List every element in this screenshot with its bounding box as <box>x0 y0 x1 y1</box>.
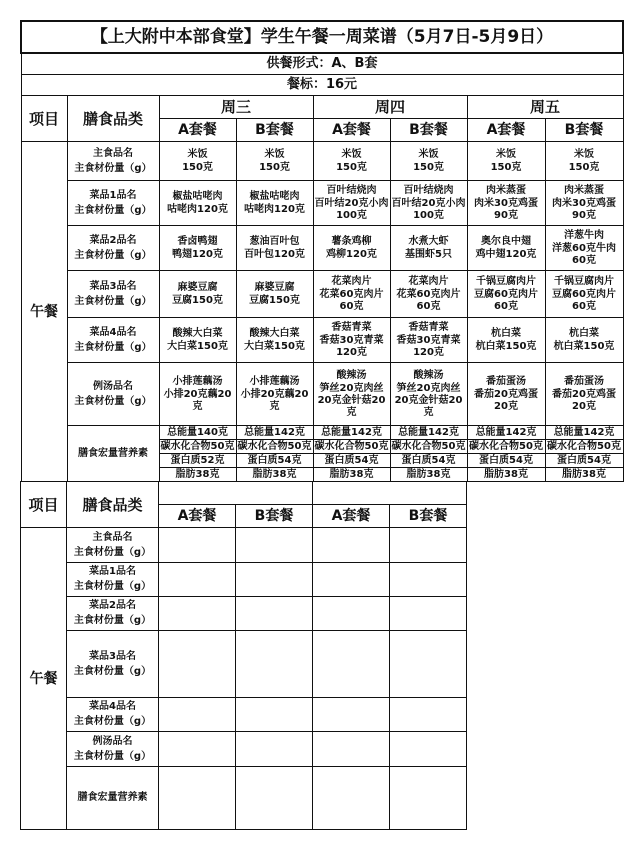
row-label <box>67 142 159 181</box>
dish-portion: 豆腐60克肉片60克 <box>552 288 616 312</box>
dish-portion: 咕咾肉120克 <box>244 203 305 215</box>
nutrition-value: 碳水化合物50克 <box>391 441 466 452</box>
supply-form: 供餐形式：A、B套 <box>21 53 623 75</box>
dish-portion: 花菜60克肉片60克 <box>319 288 384 312</box>
dish-portion: 杭白菜150克 <box>553 340 615 352</box>
dish-name: 麻婆豆腐 <box>254 281 295 293</box>
row-label-line: 菜品4品名 <box>89 326 137 338</box>
row-label-line: 主食材份量（g） <box>74 295 152 307</box>
nutrition-value: 蛋白质54克 <box>314 454 390 468</box>
row-label-line: 主食材份量（g） <box>73 581 152 592</box>
menu-cell <box>467 318 545 363</box>
menu-cell <box>390 181 467 226</box>
menu-cell <box>545 226 623 271</box>
nutrition-label: 膳食宏量营养素 <box>67 426 159 482</box>
nutrition-value: 蛋白质54克 <box>391 454 467 468</box>
blank-cell <box>159 597 236 631</box>
blank-cell <box>313 698 390 732</box>
blank-cell <box>313 563 390 597</box>
menu-table-top <box>20 20 624 482</box>
menu-row <box>21 363 623 426</box>
blank-row <box>21 528 467 563</box>
menu-cell <box>313 142 390 181</box>
menu-cell <box>236 181 313 226</box>
nutrition-value: 脂肪38克 <box>562 469 606 480</box>
blank-cell <box>236 698 313 732</box>
dish-portion: 花菜60克肉片60克 <box>396 288 461 312</box>
menu-cell <box>159 363 236 426</box>
dish-name: 花菜肉片 <box>331 275 372 287</box>
blank-cell <box>159 698 236 732</box>
row-label <box>67 271 159 318</box>
dish-name: 酸辣大白菜 <box>172 327 223 339</box>
row-label-line: 主食材份量（g） <box>74 162 152 174</box>
set-a-header: A套餐 <box>313 119 390 142</box>
meal-label-2: 午餐 <box>21 528 67 830</box>
dish-portion: 肉米30克鸡蛋90克 <box>474 197 538 221</box>
row-label <box>67 226 159 271</box>
dish-name: 酸辣汤 <box>413 369 444 381</box>
menu-cell <box>313 226 390 271</box>
row-label-line: 膳食宏量营养素 <box>77 792 148 803</box>
menu-cell <box>236 363 313 426</box>
nutrition-value: 总能量142克 <box>314 426 390 440</box>
dish-name: 米饭 <box>496 148 516 160</box>
row-label-line: 菜品1品名 <box>89 189 137 201</box>
nutrition-value: 碳水化合物50克 <box>547 441 621 452</box>
blank-day-header <box>159 482 313 505</box>
dish-portion: 香菇30克青菜120克 <box>396 334 461 358</box>
nutrition-cell <box>159 426 236 482</box>
nutrition-value: 脂肪38克 <box>484 469 528 480</box>
set-a-header-2: A套餐 <box>159 505 236 528</box>
dish-name: 米饭 <box>187 148 208 160</box>
dish-portion: 百叶结20克小肉100克 <box>391 197 466 221</box>
nutrition-row <box>21 426 623 482</box>
blank-cell <box>313 631 390 698</box>
nutrition-value: 脂肪38克 <box>329 469 374 480</box>
header-day-wed: 周三 <box>159 96 313 119</box>
dish-portion: 鸭翅120克 <box>172 248 223 260</box>
dish-name: 花菜肉片 <box>408 275 449 287</box>
row-label-line: 菜品1品名 <box>89 566 136 577</box>
nutrition-value: 碳水化合物50克 <box>314 441 389 452</box>
menu-row <box>21 226 623 271</box>
blank-cell <box>236 732 313 767</box>
row-label-line: 菜品2品名 <box>89 234 137 246</box>
set-a-header: A套餐 <box>159 119 236 142</box>
header-item: 项目 <box>21 96 67 142</box>
dish-portion: 百叶包120克 <box>244 248 305 260</box>
menu-cell <box>313 318 390 363</box>
dish-portion: 大白菜150克 <box>244 340 305 352</box>
dish-name: 小排莲藕汤 <box>172 375 223 387</box>
nutrition-value: 碳水化合物50克 <box>469 441 543 452</box>
header-category: 膳食品类 <box>67 96 159 142</box>
dish-name: 杭白菜 <box>569 327 599 339</box>
nutrition-value: 总能量142克 <box>546 426 623 440</box>
dish-portion: 小排20克藕20克 <box>163 388 232 412</box>
menu-cell <box>236 318 313 363</box>
nutrition-value: 脂肪38克 <box>252 469 297 480</box>
dish-portion: 豆腐60克肉片60克 <box>474 288 538 312</box>
dish-name: 香卤鸭翅 <box>177 235 218 247</box>
dish-name: 薯条鸡柳 <box>331 235 372 247</box>
menu-cell <box>390 226 467 271</box>
dish-name: 杭白菜 <box>491 327 521 339</box>
menu-cell <box>236 226 313 271</box>
row-label-2 <box>67 528 159 563</box>
nutrition-value: 蛋白质54克 <box>468 454 545 468</box>
dish-name: 酸辣汤 <box>336 369 367 381</box>
menu-row <box>21 271 623 318</box>
dish-name: 麻婆豆腐 <box>177 281 218 293</box>
nutrition-cell <box>467 426 545 482</box>
dish-portion: 洋葱60克牛肉60克 <box>552 242 616 266</box>
blank-cell <box>236 767 313 830</box>
blank-row <box>21 698 467 732</box>
dish-name: 香菇青菜 <box>331 321 372 333</box>
dish-name: 酸辣大白菜 <box>249 327 300 339</box>
row-label-2 <box>67 732 159 767</box>
blank-cell <box>313 732 390 767</box>
menu-cell <box>159 142 236 181</box>
nutrition-value: 总能量142克 <box>391 426 467 440</box>
row-label-2 <box>67 767 159 830</box>
menu-cell <box>313 181 390 226</box>
nutrition-value: 脂肪38克 <box>175 469 220 480</box>
meal-label: 午餐 <box>21 142 67 482</box>
header-day-thu: 周四 <box>313 96 467 119</box>
nutrition-value: 总能量140克 <box>160 426 236 440</box>
nutrition-value: 蛋白质54克 <box>546 454 623 468</box>
blank-row <box>21 597 467 631</box>
dish-portion: 香菇30克青菜120克 <box>319 334 384 358</box>
dish-portion: 番茄20克鸡蛋20克 <box>474 388 538 412</box>
blank-cell <box>159 767 236 830</box>
row-label-2 <box>67 631 159 698</box>
dish-portion: 150克 <box>490 161 522 173</box>
menu-cell <box>159 318 236 363</box>
dish-name: 米饭 <box>264 148 285 160</box>
nutrition-value: 碳水化合物50克 <box>237 441 312 452</box>
set-b-header: B套餐 <box>545 119 623 142</box>
row-label-line: 主食材份量（g） <box>73 615 152 626</box>
header-category-2: 膳食品类 <box>67 482 159 528</box>
page-title: 【上大附中本部食堂】学生午餐一周菜谱（5月7日-5月9日） <box>21 21 623 53</box>
nutrition-value: 脂肪38克 <box>406 469 451 480</box>
menu-cell <box>313 363 390 426</box>
blank-row <box>21 732 467 767</box>
blank-row <box>21 563 467 597</box>
dish-portion: 大白菜150克 <box>167 340 228 352</box>
meal-standard: 餐标：16元 <box>21 75 623 96</box>
blank-cell <box>236 528 313 563</box>
menu-row <box>21 142 623 181</box>
set-b-header: B套餐 <box>390 119 467 142</box>
menu-cell <box>467 181 545 226</box>
menu-row <box>21 318 623 363</box>
row-label-line: 菜品2品名 <box>89 600 136 611</box>
nutrition-value: 碳水化合物50克 <box>160 441 235 452</box>
blank-cell <box>159 732 236 767</box>
dish-name: 肉米蒸蛋 <box>486 184 526 196</box>
row-label-line: 主食材份量（g） <box>74 204 152 216</box>
blank-row <box>21 767 467 830</box>
dish-name: 肉米蒸蛋 <box>564 184 604 196</box>
row-label-line: 例汤品名 <box>93 380 133 392</box>
row-label-line: 主食材份量（g） <box>73 716 152 727</box>
menu-cell <box>236 271 313 318</box>
menu-cell <box>390 271 467 318</box>
menu-cell <box>390 363 467 426</box>
row-label-line: 例汤品名 <box>92 735 133 747</box>
dish-portion: 豆腐150克 <box>172 294 223 306</box>
row-label-line: 主食材份量（g） <box>74 249 152 261</box>
row-label-2 <box>67 698 159 732</box>
menu-cell <box>159 181 236 226</box>
dish-portion: 笋丝20克肉丝20克金针菇20克 <box>394 382 463 418</box>
dish-portion: 小排20克藕20克 <box>240 388 309 412</box>
nutrition-value: 总能量142克 <box>468 426 545 440</box>
row-label-line: 主食材份量（g） <box>74 395 152 407</box>
blank-cell <box>390 528 467 563</box>
row-label-line: 主食材份量（g） <box>74 341 152 353</box>
set-a-header: A套餐 <box>467 119 545 142</box>
dish-portion: 鸡中翅120克 <box>475 248 537 260</box>
nutrition-cell <box>313 426 390 482</box>
menu-cell <box>545 271 623 318</box>
dish-portion: 咕咾肉120克 <box>167 203 228 215</box>
blank-cell <box>390 767 467 830</box>
dish-name: 千锅豆腐肉片 <box>476 275 536 287</box>
menu-cell <box>390 318 467 363</box>
menu-cell <box>467 363 545 426</box>
row-label-line: 菜品3品名 <box>89 650 136 662</box>
dish-name: 番茄蛋汤 <box>564 375 604 387</box>
row-label-line: 主食材份量（g） <box>73 665 152 677</box>
dish-name: 米饭 <box>574 148 594 160</box>
dish-name: 番茄蛋汤 <box>486 375 526 387</box>
nutrition-cell <box>545 426 623 482</box>
set-b-header: B套餐 <box>236 119 313 142</box>
row-label-line: 主食材份量（g） <box>73 546 152 558</box>
row-label-line: 主食品名 <box>93 147 133 159</box>
set-a-header-2: A套餐 <box>313 505 390 528</box>
blank-row <box>21 631 467 698</box>
dish-portion: 150克 <box>413 161 444 173</box>
menu-cell <box>236 142 313 181</box>
blank-cell <box>159 528 236 563</box>
blank-cell <box>313 597 390 631</box>
dish-portion: 150克 <box>336 161 367 173</box>
row-label-2 <box>67 597 159 631</box>
set-b-header-2: B套餐 <box>236 505 313 528</box>
menu-cell <box>390 142 467 181</box>
row-label-line: 主食品名 <box>92 531 133 543</box>
dish-portion: 肉米30克鸡蛋90克 <box>552 197 616 221</box>
menu-cell <box>545 142 623 181</box>
dish-portion: 杭白菜150克 <box>475 340 537 352</box>
nutrition-value: 总能量142克 <box>237 426 313 440</box>
dish-portion: 百叶结20克小肉100克 <box>314 197 389 221</box>
menu-cell <box>467 226 545 271</box>
dish-name: 小排莲藕汤 <box>249 375 300 387</box>
dish-name: 椒盐咕咾肉 <box>172 190 223 202</box>
row-label <box>67 181 159 226</box>
dish-name: 百叶结烧肉 <box>403 184 454 196</box>
menu-cell <box>467 271 545 318</box>
nutrition-value: 蛋白质54克 <box>237 454 313 468</box>
row-label-line: 菜品3品名 <box>89 280 137 292</box>
menu-cell <box>467 142 545 181</box>
blank-cell <box>236 563 313 597</box>
dish-portion: 基围虾5只 <box>405 248 452 260</box>
blank-cell <box>236 631 313 698</box>
row-label-line: 主食材份量（g） <box>73 750 152 762</box>
dish-name: 葱油百叶包 <box>249 235 300 247</box>
dish-name: 米饭 <box>418 148 439 160</box>
header-day-fri: 周五 <box>467 96 623 119</box>
dish-portion: 150克 <box>259 161 290 173</box>
nutrition-cell <box>236 426 313 482</box>
blank-cell <box>390 563 467 597</box>
nutrition-value: 蛋白质52克 <box>160 454 236 468</box>
blank-cell <box>236 597 313 631</box>
menu-sheet <box>20 20 624 830</box>
menu-cell <box>159 226 236 271</box>
menu-table-bottom <box>20 481 467 830</box>
menu-cell <box>313 271 390 318</box>
row-label <box>67 363 159 426</box>
dish-portion: 豆腐150克 <box>249 294 300 306</box>
dish-name: 奥尔良中翅 <box>481 235 531 247</box>
set-b-header-2: B套餐 <box>390 505 467 528</box>
blank-day-header <box>313 482 467 505</box>
dish-portion: 番茄20克鸡蛋20克 <box>552 388 616 412</box>
dish-portion: 150克 <box>568 161 600 173</box>
row-label <box>67 318 159 363</box>
blank-cell <box>390 698 467 732</box>
dish-name: 百叶结烧肉 <box>326 184 377 196</box>
dish-name: 水煮大虾 <box>408 235 449 247</box>
blank-cell <box>313 528 390 563</box>
menu-cell <box>545 181 623 226</box>
blank-cell <box>390 597 467 631</box>
blank-cell <box>390 631 467 698</box>
dish-portion: 鸡柳120克 <box>326 248 377 260</box>
menu-row <box>21 181 623 226</box>
dish-name: 椒盐咕咾肉 <box>249 190 300 202</box>
dish-portion: 150克 <box>182 161 213 173</box>
dish-portion: 笋丝20克肉丝20克金针菇20克 <box>317 382 386 418</box>
nutrition-cell <box>390 426 467 482</box>
header-item-2: 项目 <box>21 482 67 528</box>
dish-name: 米饭 <box>341 148 362 160</box>
dish-name: 香菇青菜 <box>408 321 449 333</box>
menu-cell <box>159 271 236 318</box>
row-label-2 <box>67 563 159 597</box>
blank-cell <box>159 631 236 698</box>
menu-cell <box>545 363 623 426</box>
blank-cell <box>390 732 467 767</box>
dish-name: 千锅豆腐肉片 <box>554 275 614 287</box>
blank-cell <box>313 767 390 830</box>
dish-name: 洋葱牛肉 <box>564 229 604 241</box>
blank-cell <box>159 563 236 597</box>
row-label-line: 菜品4品名 <box>89 701 136 712</box>
menu-cell <box>545 318 623 363</box>
